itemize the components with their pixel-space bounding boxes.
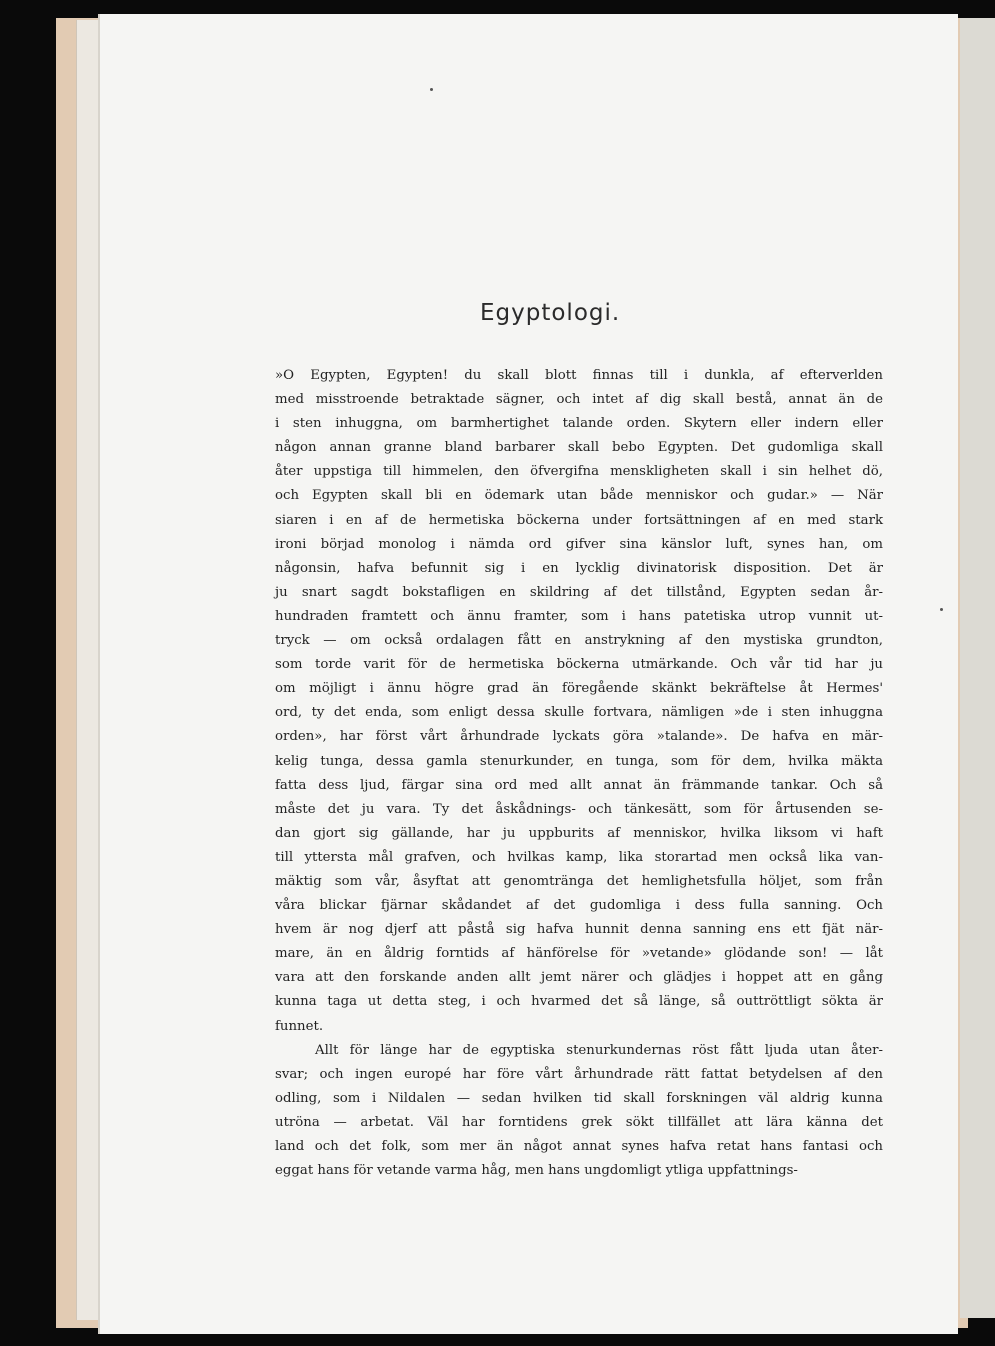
text-line: utröna — arbetat. Väl har forntidens grek sökt tillfället att lära känna det — [275, 1114, 883, 1130]
text-line: vara att den forskande anden allt jemt närer och glädjes i hoppet att en gång — [275, 970, 883, 986]
paragraph — [275, 364, 883, 1039]
text-line: våra blickar fjärnar skådandet af det gudomliga i dess fulla sanning. Och — [275, 898, 883, 914]
article-body — [275, 364, 883, 1183]
text-line: med misstroende betraktade sägner, och intet af dig skall bestå, annat än de — [275, 392, 883, 408]
paragraph — [275, 1039, 883, 1184]
text-line: eggat hans för vetande varma håg, men hans ungdomligt ytliga uppfattnings- — [275, 1163, 798, 1179]
text-line: orden», har först vårt århundrade lyckats göra »talande». De hafva en mär- — [275, 729, 883, 745]
text-line: kunna taga ut detta steg, i och hvarmed det så länge, så outtröttligt sökta är — [275, 994, 883, 1010]
text-line: odling, som i Nildalen — sedan hvilken tid skall forskningen väl aldrig kunna — [275, 1090, 883, 1106]
text-line: mäktig som vår, åsyftat att genomtränga det hemlighetsfulla höljet, som från — [275, 873, 883, 889]
text-line: måste det ju vara. Ty det åskådnings- och tänkesätt, som för årtusenden se- — [275, 801, 883, 817]
text-line: mare, än en åldrig forntids af hänförelse för »vetande» glödande son! — låt — [275, 946, 883, 962]
text-line: åter uppstiga till himmelen, den öfvergifna menskligheten skall i sin helhet dö, — [275, 464, 883, 480]
text-line: kelig tunga, dessa gamla stenurkunder, en tunga, som för dem, hvilka mäkta — [275, 753, 883, 769]
text-line: fatta dess ljud, färgar sina ord med allt annat än främmande tankar. Och så — [275, 777, 883, 793]
text-line: »O Egypten, Egypten! du skall blott finnas till i dunkla, af efterverlden — [275, 368, 883, 383]
text-line: siaren i en af de hermetiska böckerna under fortsättningen af en med stark — [275, 512, 883, 528]
text-line: funnet. — [275, 1018, 324, 1034]
speck — [940, 608, 943, 611]
text-line: någon annan granne bland barbarer skall bebo Egypten. Det gudomliga skall — [275, 440, 883, 456]
text-line: svar; och ingen europé har före vårt århundrade rätt fattat betydelsen af den — [275, 1066, 883, 1082]
text-line: land och det folk, som mer än något annat synes hafva retat hans fantasi och — [275, 1139, 883, 1154]
text-line: dan gjort sig gällande, har ju uppburits af menniskor, hvilka liksom vi haft — [275, 825, 883, 841]
text-line: tryck — om också ordalagen fått en anstrykning af den mystiska grundton, — [275, 633, 883, 649]
text-line: hundraden framtett och ännu framter, som i hans patetiska utrop vunnit ut- — [275, 608, 883, 624]
text-line: ord, ty det enda, som enligt dessa skulle fortvara, nämligen »de i sten inhuggna — [275, 705, 883, 721]
speck — [430, 88, 433, 91]
text-line: som torde varit för de hermetiska böckerna utmärkande. Och vår tid har ju — [275, 657, 883, 673]
page-title: Egyptologi. — [480, 300, 621, 326]
text-line: någonsin, hafva befunnit sig i en lycklig divinatorisk disposition. Det är — [275, 560, 883, 576]
text-line: ju snart sagdt bokstafligen en skildring af det tillstånd, Egypten sedan år- — [275, 584, 883, 600]
text-line: i sten inhuggna, om barmhertighet talande orden. Skytern eller indern eller — [275, 416, 883, 432]
text-line: ironi börjad monolog i nämda ord gifver sina känslor luft, synes han, om — [275, 536, 883, 552]
text-line: Allt för länge har de egyptiska stenurkundernas röst fått ljuda utan åter- — [315, 1042, 883, 1058]
text-line: till yttersta mål grafven, och hvilkas kamp, lika storartad men också lika van- — [275, 849, 883, 865]
adjacent-page-edge — [960, 18, 995, 1318]
text-line: hvem är nog djerf att påstå sig hafva hunnit denna sanning ens ett fjät när- — [275, 922, 883, 938]
text-line: och Egypten skall bli en ödemark utan både menniskor och gudar.» — När — [275, 488, 883, 504]
text-line: om möjligt i ännu högre grad än föregående skänkt bekräftelse åt Hermes' — [275, 681, 883, 697]
